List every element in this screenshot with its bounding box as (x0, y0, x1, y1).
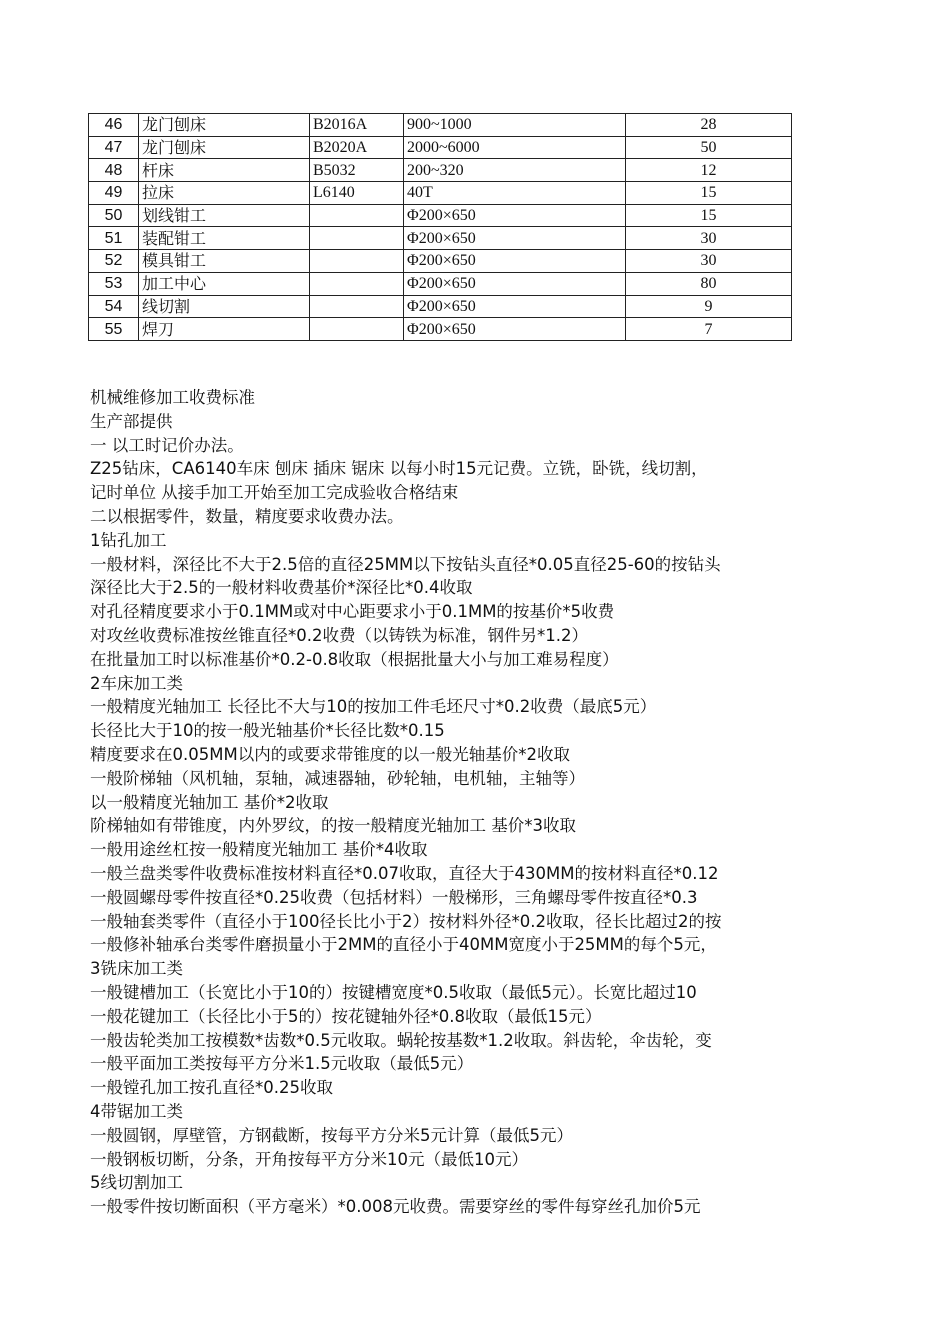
equipment-spec-cell: Φ200×650 (404, 250, 626, 273)
equipment-spec-cell: Φ200×650 (404, 227, 626, 250)
equipment-model-cell (310, 295, 404, 318)
row-number-cell: 46 (89, 114, 139, 137)
equipment-model-cell (310, 272, 404, 295)
charging-standard-text (90, 386, 792, 1219)
row-number-cell: 48 (89, 159, 139, 182)
equipment-name-cell: 龙门刨床 (139, 136, 310, 159)
row-number-cell: 55 (89, 318, 139, 341)
text-line: 2车床加工类 (90, 673, 183, 693)
equipment-model-cell (310, 250, 404, 273)
text-line: 一般镗孔加工按孔直径*0.25收取 (90, 1078, 333, 1098)
text-line: 5线切割加工 (90, 1173, 183, 1193)
equipment-name-cell: 杆床 (139, 159, 310, 182)
text-line: 一般键槽加工（长宽比小于10的）按键槽宽度*0.5收取（最低5元）。长宽比超过10 (90, 982, 697, 1002)
text-line: 机械维修加工收费标准 (90, 388, 255, 407)
text-line: 记时单位 从接手加工开始至加工完成验收合格结束 (90, 483, 459, 503)
hourly-rate-cell: 80 (626, 272, 792, 295)
text-line: 1钻孔加工 (90, 530, 167, 550)
text-line: 在批量加工时以标准基价*0.2-0.8收取（根据批量大小与加工难易程度） (90, 649, 619, 669)
table-row (89, 136, 792, 159)
text-line: 一般兰盘类零件收费标准按材料直径*0.07收取，直径大于430MM的按材料直径*0.12 (90, 863, 719, 883)
text-line: Z25钻床，CA6140车床 刨床 插床 锯床 以每小时15元记费。立铣，卧铣，线切割， (90, 459, 708, 479)
equipment-name-cell: 龙门刨床 (139, 114, 310, 137)
text-line: 一般花键加工（长径比小于5的）按花键轴外径*0.8收取（最低15元） (90, 1006, 602, 1026)
table-row (89, 272, 792, 295)
text-line: 4带锯加工类 (90, 1101, 183, 1121)
hourly-rate-cell: 50 (626, 136, 792, 159)
hourly-rate-cell: 12 (626, 159, 792, 182)
equipment-model-cell: B5032 (310, 159, 404, 182)
hourly-rate-cell: 15 (626, 204, 792, 227)
table-row (89, 159, 792, 182)
equipment-rate-table (88, 113, 792, 341)
text-line: 3铣床加工类 (90, 959, 183, 979)
row-number-cell: 53 (89, 272, 139, 295)
equipment-spec-cell: Φ200×650 (404, 272, 626, 295)
text-line: 阶梯轴如有带锥度，内外罗纹，的按一般精度光轴加工 基价*3收取 (90, 816, 576, 836)
text-line: 一般零件按切断面积（平方毫米）*0.008元收费。需要穿丝的零件每穿丝孔加价5元 (90, 1197, 701, 1217)
text-line: 一般平面加工类按每平方分米1.5元收取（最低5元） (90, 1054, 474, 1074)
text-line: 对孔径精度要求小于0.1MM或对中心距要求小于0.1MM的按基价*5收费 (90, 602, 615, 622)
text-line: 一般钢板切断，分条，开角按每平方分米10元（最低10元） (90, 1149, 528, 1169)
equipment-spec-cell: 200~320 (404, 159, 626, 182)
table-row (89, 182, 792, 205)
hourly-rate-cell: 28 (626, 114, 792, 137)
equipment-name-cell: 线切割 (139, 295, 310, 318)
text-line: 长径比大于10的按一般光轴基价*长径比数*0.15 (90, 721, 445, 741)
text-line: 生产部提供 (90, 411, 173, 431)
row-number-cell: 47 (89, 136, 139, 159)
text-line: 对攻丝收费标准按丝锥直径*0.2收费（以铸铁为标准，钢件另*1.2） (90, 625, 588, 645)
hourly-rate-cell: 9 (626, 295, 792, 318)
equipment-spec-cell: 40T (404, 182, 626, 205)
text-line: 一般精度光轴加工 长径比不大与10的按加工件毛坯尺寸*0.2收费（最底5元） (90, 697, 657, 717)
text-line: 以一般精度光轴加工 基价*2收取 (90, 792, 329, 812)
row-number-cell: 51 (89, 227, 139, 250)
text-line: 一 以工时记价办法。 (90, 435, 244, 455)
text-line: 深径比大于2.5的一般材料收费基价*深径比*0.4收取 (90, 578, 473, 598)
text-line: 一般圆钢，厚壁管，方钢截断，按每平方分米5元计算（最低5元） (90, 1125, 573, 1145)
equipment-spec-cell: Φ200×650 (404, 204, 626, 227)
equipment-model-cell: B2020A (310, 136, 404, 159)
equipment-model-cell (310, 318, 404, 341)
equipment-spec-cell: Φ200×650 (404, 318, 626, 341)
equipment-model-cell (310, 204, 404, 227)
equipment-name-cell: 拉床 (139, 182, 310, 205)
equipment-spec-cell: 900~1000 (404, 114, 626, 137)
row-number-cell: 54 (89, 295, 139, 318)
equipment-name-cell: 加工中心 (139, 272, 310, 295)
equipment-model-cell (310, 227, 404, 250)
text-line: 一般材料，深径比不大于2.5倍的直径25MM以下按钻头直径*0.05直径25-60的按钻头 (90, 554, 721, 574)
equipment-model-cell: L6140 (310, 182, 404, 205)
table-row (89, 250, 792, 273)
equipment-name-cell: 模具钳工 (139, 250, 310, 273)
table-row (89, 295, 792, 318)
table-row (89, 204, 792, 227)
text-line: 一般阶梯轴（风机轴，泵轴，减速器轴，砂轮轴，电机轴，主轴等） (90, 768, 585, 788)
equipment-spec-cell: 2000~6000 (404, 136, 626, 159)
hourly-rate-cell: 30 (626, 250, 792, 273)
table-row (89, 318, 792, 341)
hourly-rate-cell: 7 (626, 318, 792, 341)
text-line: 一般轴套类零件（直径小于100径长比小于2）按材料外径*0.2收取，径长比超过2的按 (90, 911, 722, 931)
table-row (89, 114, 792, 137)
equipment-model-cell: B2016A (310, 114, 404, 137)
equipment-spec-cell: Φ200×650 (404, 295, 626, 318)
row-number-cell: 49 (89, 182, 139, 205)
row-number-cell: 52 (89, 250, 139, 273)
text-line: 一般齿轮类加工按模数*齿数*0.5元收取。蜗轮按基数*1.2收取。斜齿轮，伞齿轮，变 (90, 1030, 712, 1050)
text-line: 二以根据零件，数量，精度要求收费办法。 (90, 506, 404, 526)
text-line: 一般用途丝杠按一般精度光轴加工 基价*4收取 (90, 840, 428, 860)
equipment-name-cell: 划线钳工 (139, 204, 310, 227)
hourly-rate-cell: 30 (626, 227, 792, 250)
table-row (89, 227, 792, 250)
equipment-name-cell: 装配钳工 (139, 227, 310, 250)
text-line: 一般修补轴承台类零件磨损量小于2MM的直径小于40MM宽度小于25MM的每个5元， (90, 935, 717, 955)
text-line: 精度要求在0.05MM以内的或要求带锥度的以一般光轴基价*2收取 (90, 744, 570, 764)
text-line: 一般圆螺母零件按直径*0.25收费（包括材料）一般梯形，三角螺母零件按直径*0.3 (90, 887, 698, 907)
row-number-cell: 50 (89, 204, 139, 227)
hourly-rate-cell: 15 (626, 182, 792, 205)
equipment-name-cell: 焊刀 (139, 318, 310, 341)
equipment-rate-table-body (89, 114, 792, 341)
